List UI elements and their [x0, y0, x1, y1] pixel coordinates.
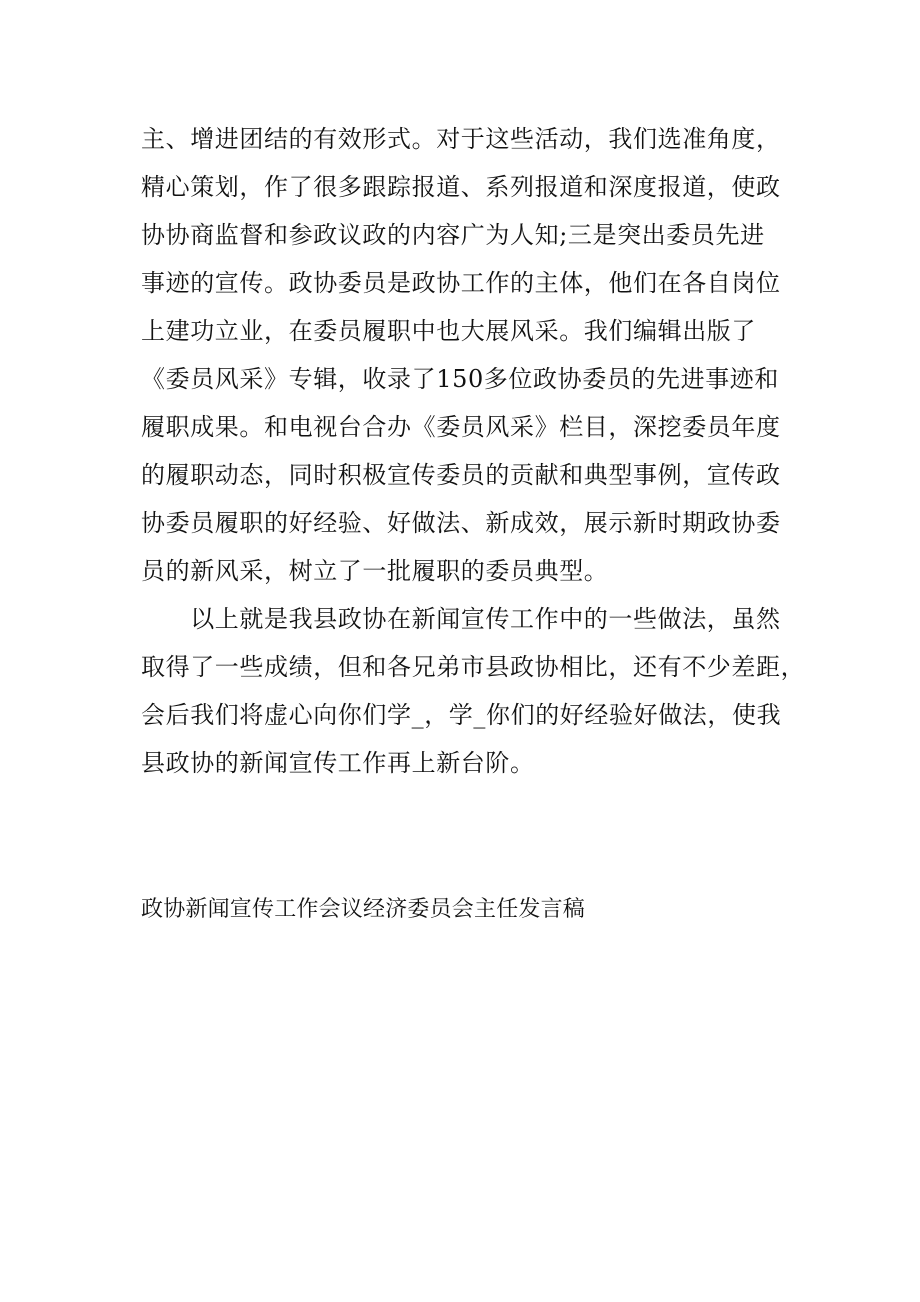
body-text-line: 主、增进团结的有效形式。对于这些活动，我们选准角度，	[141, 125, 781, 153]
body-text-line: 员的新风采，树立了一批履职的委员典型。	[141, 557, 609, 585]
body-text-line: 县政协的新闻宣传工作再上新台阶。	[141, 749, 535, 777]
body-text-line: 会后我们将虚心向你们学_，学_你们的好经验好做法，使我	[141, 701, 782, 729]
body-text-line: 《委员风采》专辑，收录了150多位政协委员的先进事迹和	[141, 365, 780, 393]
body-text-line: 事迹的宣传。政协委员是政协工作的主体，他们在各自岗位	[141, 269, 781, 297]
body-text-line: 上建功立业，在委员履职中也大展风采。我们编辑出版了	[141, 317, 756, 345]
body-text-line: 取得了一些成绩，但和各兄弟市县政协相比，还有不少差距，	[141, 653, 806, 681]
body-text-line: 履职成果。和电视台合办《委员风采》栏目，深挖委员年度	[141, 413, 781, 441]
body-text-line: 精心策划，作了很多跟踪报道、系列报道和深度报道，使政	[141, 173, 781, 201]
body-text-line: 协协商监督和参政议政的内容广为人知;三是突出委员先进	[141, 221, 765, 249]
body-text-line: 的履职动态，同时积极宣传委员的贡献和典型事例，宣传政	[141, 461, 781, 489]
next-document-title: 政协新闻宣传工作会议经济委员会主任发言稿	[141, 897, 586, 922]
body-text-line: 协委员履职的好经验、好做法、新成效，展示新时期政协委	[141, 509, 781, 537]
body-text-line: 以上就是我县政协在新闻宣传工作中的一些做法，虽然	[141, 605, 781, 633]
